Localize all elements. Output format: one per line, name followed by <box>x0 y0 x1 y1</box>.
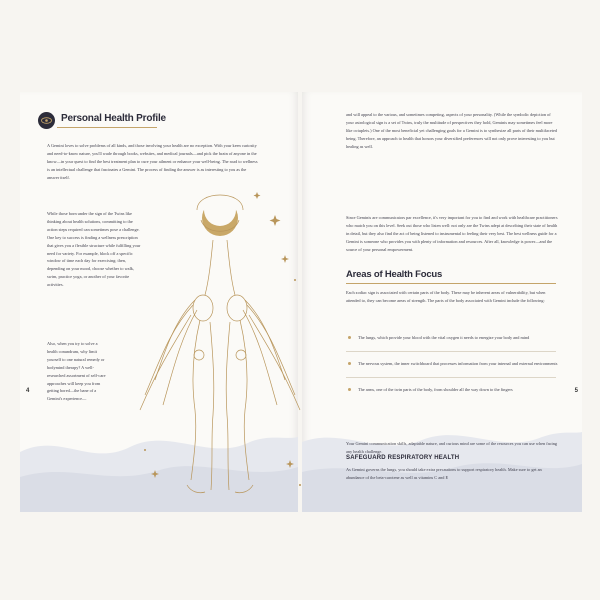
list-item-text: The lungs, which provide your blood with the vital oxygen it needs to energize your body and mind <box>358 335 530 340</box>
page-title: Personal Health Profile <box>61 113 166 124</box>
eye-icon <box>38 112 55 129</box>
body-paragraph: Since Geminis are communicators par excellence, it's very important for you to find and work with healthcare practitioners who match you on this level. Seek out those who listen well: not only are the Twins adept at describing their state of health in detail, but they also find the act of being listened to instrumental to feeling their very best. The best wellness guide for a Gemini is someone who provides you with plenty of information and resources. After all, knowledge is power—and the source of your personal empowerment. <box>346 215 558 252</box>
body-paragraph: While those born under the sign of the Twins like thinking about health solutions, committing to the action steps required can sometimes pose a challenge. One key to success is finding a wellness prescription that gives you a flexible structure while fulfilling your need for variety. For example, block off a specific window of time each day for exercising; then, depending on your mood, choose whether to walk, swim, practice yoga, or another of your favorite activities. <box>47 211 141 288</box>
list-divider <box>346 351 556 352</box>
body-paragraph: As Gemini governs the lungs, you should take extra precautions to support respiratory health. Make sure to get an abundance of the beta-carotene as well as vitamins C and E <box>346 467 542 480</box>
list-item-text: The nervous system, the inner switchboard that processes information from your internal and external environments <box>358 360 558 366</box>
body-paragraph: A Gemini loves to solve problems of all kinds, and those involving your health are no exception. With your keen curiosity and need-to-know nature, you'll wade through books, websites, and medical journals—and pick the brain of anyone in the know—in your quest to find the best treatment plan to cure your ailment or enhance your well-being. The road to wellness is an intellectual challenge that fascinates a Gemini. The process of finding the answer is as interesting to you as the answer itself. <box>47 143 258 180</box>
body-paragraph: and will appeal to the various, and sometimes competing, aspects of your personality. (While the symbolic depiction of your astrological sign is a set of Twins, truly the multitude of perspectives they hold, Geminis may sometimes feel more like octuplets.) One of the most beneficial yet challenging goals for a Gemini is to synthesize all parts of their multifaceted being. Therefore, an approach to health that honors your diversified preferences will not only prove interesting to you but healing as well. <box>346 112 558 149</box>
body-paragraph: Each zodiac sign is associated with certain parts of the body. These may be inherent areas of vulnerability, but when attended to, they can become areas of strength. The parts of the body associated with Gemini include the following: <box>346 290 546 303</box>
body-parts-list <box>346 334 560 403</box>
bullet-icon <box>348 362 351 365</box>
page-number: 4 <box>26 388 30 394</box>
list-item-text: The arms, one of the twin parts of the body, from shoulder all the way down to the fingers <box>358 386 513 392</box>
page-number: 5 <box>574 388 578 394</box>
list-item <box>346 386 560 394</box>
bullet-icon <box>348 388 351 391</box>
list-item <box>346 360 560 368</box>
list-item <box>346 334 560 342</box>
body-paragraph: Your Gemini communication skills, adaptable nature, and curious mind are some of the resources you can use when facing any health challenge. <box>346 441 558 454</box>
section-heading: Areas of Health Focus <box>346 269 443 280</box>
body-paragraph: Also, when you try to solve a health conundrum, why limit yourself to one natural remedy or bodymind therapy? A well-researched assortment of self-care approaches will keep you from getting bored—the bane of a Gemini's experience— <box>47 341 106 402</box>
title-rule <box>57 127 157 128</box>
gemini-twins-illustration <box>125 180 315 505</box>
list-divider <box>346 377 556 378</box>
bullet-icon <box>348 336 351 339</box>
heading-rule <box>346 283 556 284</box>
subheading: SAFEGUARD RESPIRATORY HEALTH <box>346 455 460 461</box>
